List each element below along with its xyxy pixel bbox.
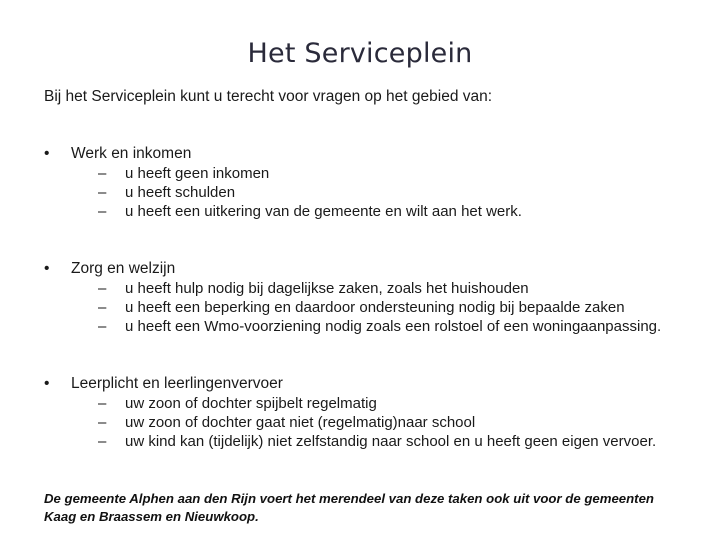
list-item-text: uw zoon of dochter gaat niet (regelmatig)naar school xyxy=(125,414,476,431)
section-werk-en-inkomen xyxy=(44,145,684,222)
list-item-text: u heeft hulp nodig bij dagelijkse zaken, zoals het huishouden xyxy=(125,280,529,297)
section-heading: Leerplicht en leerlingenvervoer xyxy=(71,375,283,392)
dash-icon: – xyxy=(98,165,107,182)
dash-icon: – xyxy=(98,414,107,431)
list-item xyxy=(44,318,684,337)
list-item-text: u heeft een uitkering van de gemeente en wilt aan het werk. xyxy=(125,203,522,220)
section-heading-row xyxy=(44,260,684,280)
list-item-text: u heeft een beperking en daardoor ondersteuning nodig bij bepaalde zaken xyxy=(125,299,625,316)
list-item-text: uw kind kan (tijdelijk) niet zelfstandig naar school en u heeft geen eigen vervoer. xyxy=(125,433,657,450)
list-item xyxy=(44,299,684,318)
sub-list xyxy=(44,395,684,452)
dash-icon: – xyxy=(98,318,107,335)
dash-icon: – xyxy=(98,184,107,201)
section-heading: Zorg en welzijn xyxy=(71,260,176,277)
section-heading: Werk en inkomen xyxy=(71,145,192,162)
dash-icon: – xyxy=(98,280,107,297)
list-item-text: u heeft geen inkomen xyxy=(125,165,270,182)
list-item xyxy=(44,414,684,433)
list-item-text: u heeft schulden xyxy=(125,184,236,201)
bullet-icon: • xyxy=(44,145,50,162)
list-item xyxy=(44,165,684,184)
intro-text: Bij het Serviceplein kunt u terecht voor vragen op het gebied van: xyxy=(44,88,493,105)
page-title: Het Serviceplein xyxy=(247,38,473,69)
dash-icon: – xyxy=(98,299,107,316)
list-item xyxy=(44,280,684,299)
list-item xyxy=(44,203,684,222)
dash-icon: – xyxy=(98,433,107,450)
list-item-text: u heeft een Wmo-voorziening nodig zoals een rolstoel of een woningaanpassing. xyxy=(125,318,662,335)
dash-icon: – xyxy=(98,395,107,412)
section-leerplicht-en-leerlingenvervoer xyxy=(44,375,684,452)
list-item-text: uw zoon of dochter spijbelt regelmatig xyxy=(125,395,377,412)
section-zorg-en-welzijn xyxy=(44,260,684,337)
bullet-icon: • xyxy=(44,375,50,392)
list-item xyxy=(44,184,684,203)
dash-icon: – xyxy=(98,203,107,220)
section-heading-row xyxy=(44,145,684,165)
list-item xyxy=(44,433,684,452)
bullet-icon: • xyxy=(44,260,50,277)
sub-list xyxy=(44,165,684,222)
sub-list xyxy=(44,280,684,337)
section-heading-row xyxy=(44,375,684,395)
list-item xyxy=(44,395,684,414)
footer-note: De gemeente Alphen aan den Rijn voert het merendeel van deze taken ook uit voor de gemeenten Kaag en Braassem en Nieuwkoop. xyxy=(44,491,654,524)
